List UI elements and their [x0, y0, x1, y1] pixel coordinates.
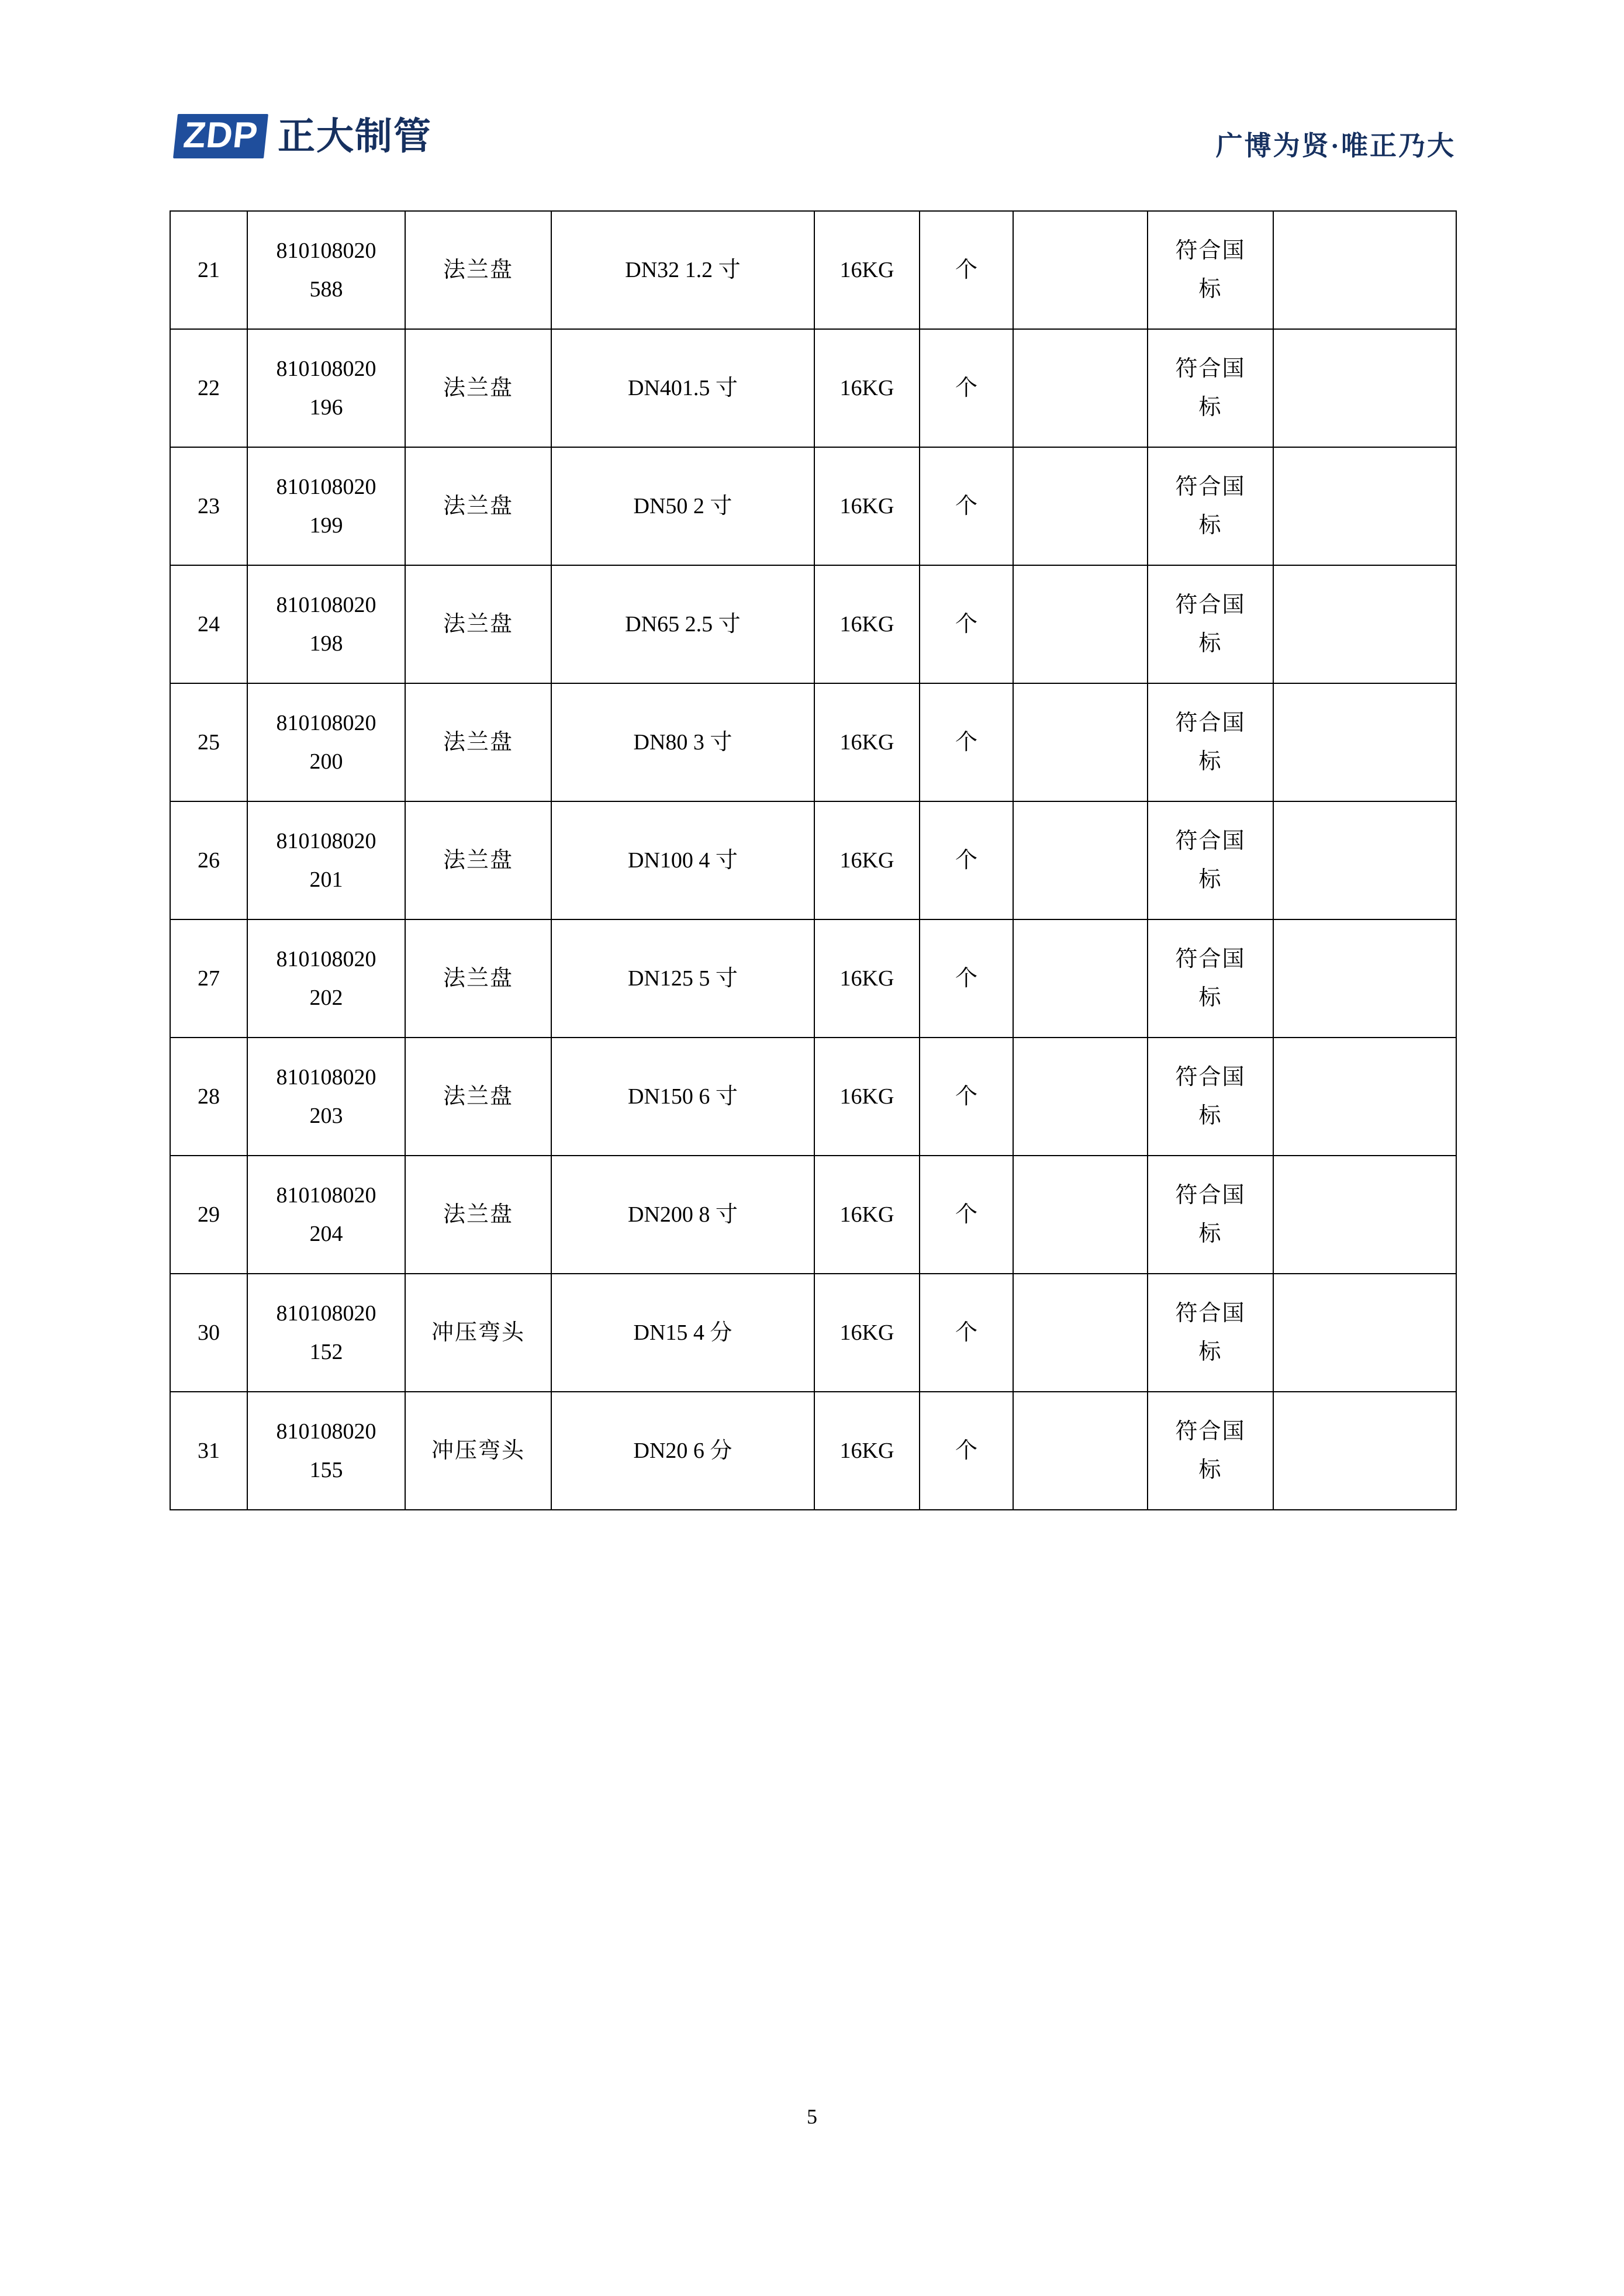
- standard-line-1: 符合国: [1175, 1301, 1246, 1326]
- cell-part-name: 法兰盘: [405, 801, 551, 919]
- cell-specification: DN15 4 分: [551, 1274, 814, 1392]
- cell-part-name: 法兰盘: [405, 565, 551, 683]
- table-row: [170, 565, 1456, 683]
- cell-unit: 个: [920, 683, 1013, 801]
- page-number: 5: [807, 2105, 817, 2128]
- company-logo: [175, 114, 432, 158]
- cell-quantity: [1013, 1156, 1148, 1274]
- company-slogan: 广博为贤·唯正乃大: [1215, 131, 1456, 161]
- part-code-line-1: 810108020: [276, 592, 376, 617]
- cell-standard: [1148, 1274, 1273, 1392]
- cell-index: 23: [170, 447, 247, 565]
- cell-part-name: 法兰盘: [405, 211, 551, 329]
- cell-pressure: 16KG: [814, 211, 920, 329]
- cell-pressure: 16KG: [814, 1274, 920, 1392]
- cell-pressure: 16KG: [814, 683, 920, 801]
- standard-line-2: 标: [1198, 749, 1222, 774]
- table-row: [170, 801, 1456, 919]
- cell-part-code: [247, 329, 405, 447]
- cell-note: [1273, 683, 1456, 801]
- part-code-line-2: 204: [309, 1222, 343, 1246]
- cell-unit: 个: [920, 447, 1013, 565]
- table-row: [170, 1038, 1456, 1156]
- cell-note: [1273, 919, 1456, 1038]
- part-code-line-1: 810108020: [276, 1182, 376, 1208]
- cell-pressure: 16KG: [814, 1038, 920, 1156]
- cell-part-name: 法兰盘: [405, 1038, 551, 1156]
- cell-unit: 个: [920, 919, 1013, 1038]
- part-code-line-1: 810108020: [276, 828, 376, 853]
- cell-standard: [1148, 919, 1273, 1038]
- cell-quantity: [1013, 683, 1148, 801]
- cell-specification: DN50 2 寸: [551, 447, 814, 565]
- part-code-line-2: 588: [309, 277, 343, 302]
- standard-line-1: 符合国: [1175, 1182, 1246, 1208]
- cell-pressure: 16KG: [814, 447, 920, 565]
- standard-line-2: 标: [1198, 1222, 1222, 1246]
- cell-part-code: [247, 683, 405, 801]
- cell-note: [1273, 1156, 1456, 1274]
- cell-part-code: [247, 447, 405, 565]
- part-code-line-2: 200: [309, 749, 343, 774]
- cell-pressure: 16KG: [814, 801, 920, 919]
- part-code-line-1: 810108020: [276, 238, 376, 263]
- part-code-line-2: 152: [309, 1340, 343, 1364]
- cell-specification: DN401.5 寸: [551, 329, 814, 447]
- table-row: [170, 211, 1456, 329]
- part-code-line-2: 155: [309, 1458, 343, 1482]
- cell-quantity: [1013, 1274, 1148, 1392]
- parts-table-body: [170, 211, 1456, 1510]
- part-code-line-2: 196: [309, 395, 343, 420]
- cell-index: 25: [170, 683, 247, 801]
- cell-note: [1273, 211, 1456, 329]
- cell-quantity: [1013, 329, 1148, 447]
- part-code-line-1: 810108020: [276, 1301, 376, 1326]
- part-code-line-1: 810108020: [276, 356, 376, 381]
- cell-standard: [1148, 447, 1273, 565]
- cell-standard: [1148, 1392, 1273, 1510]
- standard-line-2: 标: [1198, 1458, 1222, 1482]
- table-row: [170, 683, 1456, 801]
- standard-line-2: 标: [1198, 1104, 1222, 1128]
- standard-line-1: 符合国: [1175, 592, 1246, 617]
- cell-note: [1273, 329, 1456, 447]
- cell-part-name: 法兰盘: [405, 1156, 551, 1274]
- cell-part-code: [247, 1274, 405, 1392]
- standard-line-2: 标: [1198, 867, 1222, 892]
- standard-line-1: 符合国: [1175, 474, 1246, 499]
- cell-part-name: 法兰盘: [405, 683, 551, 801]
- cell-quantity: [1013, 919, 1148, 1038]
- standard-line-2: 标: [1198, 513, 1222, 538]
- part-code-line-1: 810108020: [276, 1419, 376, 1444]
- standard-line-1: 符合国: [1175, 1419, 1246, 1444]
- cell-specification: DN125 5 寸: [551, 919, 814, 1038]
- cell-standard: [1148, 329, 1273, 447]
- standard-line-1: 符合国: [1175, 356, 1246, 381]
- standard-line-2: 标: [1198, 631, 1222, 656]
- cell-specification: DN200 8 寸: [551, 1156, 814, 1274]
- cell-unit: 个: [920, 329, 1013, 447]
- standard-line-2: 标: [1198, 395, 1222, 420]
- cell-part-name: 法兰盘: [405, 329, 551, 447]
- part-code-line-1: 810108020: [276, 946, 376, 971]
- cell-quantity: [1013, 1038, 1148, 1156]
- cell-index: 27: [170, 919, 247, 1038]
- table-row: [170, 447, 1456, 565]
- table-row: [170, 919, 1456, 1038]
- cell-specification: DN80 3 寸: [551, 683, 814, 801]
- cell-unit: 个: [920, 1392, 1013, 1510]
- part-code-line-2: 202: [309, 986, 343, 1010]
- cell-part-name: 冲压弯头: [405, 1392, 551, 1510]
- cell-pressure: 16KG: [814, 329, 920, 447]
- cell-standard: [1148, 1156, 1273, 1274]
- part-code-line-2: 201: [309, 867, 343, 892]
- standard-line-1: 符合国: [1175, 238, 1246, 263]
- cell-index: 21: [170, 211, 247, 329]
- cell-unit: 个: [920, 1038, 1013, 1156]
- cell-note: [1273, 447, 1456, 565]
- table-row: [170, 1156, 1456, 1274]
- cell-unit: 个: [920, 801, 1013, 919]
- cell-index: 29: [170, 1156, 247, 1274]
- cell-index: 26: [170, 801, 247, 919]
- cell-unit: 个: [920, 1156, 1013, 1274]
- cell-part-code: [247, 211, 405, 329]
- document-header: [175, 114, 1456, 178]
- cell-standard: [1148, 801, 1273, 919]
- cell-specification: DN150 6 寸: [551, 1038, 814, 1156]
- cell-quantity: [1013, 211, 1148, 329]
- cell-pressure: 16KG: [814, 565, 920, 683]
- cell-index: 30: [170, 1274, 247, 1392]
- part-code-line-2: 203: [309, 1104, 343, 1128]
- part-code-line-1: 810108020: [276, 474, 376, 499]
- part-code-line-1: 810108020: [276, 710, 376, 735]
- cell-quantity: [1013, 801, 1148, 919]
- cell-specification: DN65 2.5 寸: [551, 565, 814, 683]
- part-code-line-1: 810108020: [276, 1064, 376, 1090]
- logo-company-name: 正大制管: [278, 115, 432, 157]
- standard-line-1: 符合国: [1175, 710, 1246, 735]
- cell-note: [1273, 801, 1456, 919]
- table-row: [170, 329, 1456, 447]
- cell-specification: DN20 6 分: [551, 1392, 814, 1510]
- cell-index: 31: [170, 1392, 247, 1510]
- cell-part-code: [247, 919, 405, 1038]
- parts-table: [170, 210, 1457, 1510]
- standard-line-1: 符合国: [1175, 946, 1246, 971]
- standard-line-2: 标: [1198, 986, 1222, 1010]
- cell-part-code: [247, 1156, 405, 1274]
- logo-mark-zdp: ZDP: [173, 114, 268, 158]
- cell-pressure: 16KG: [814, 919, 920, 1038]
- cell-standard: [1148, 565, 1273, 683]
- cell-note: [1273, 1038, 1456, 1156]
- cell-unit: 个: [920, 1274, 1013, 1392]
- part-code-line-2: 199: [309, 513, 343, 538]
- cell-pressure: 16KG: [814, 1392, 920, 1510]
- cell-unit: 个: [920, 565, 1013, 683]
- cell-note: [1273, 1392, 1456, 1510]
- cell-standard: [1148, 683, 1273, 801]
- cell-part-name: 法兰盘: [405, 447, 551, 565]
- cell-unit: 个: [920, 211, 1013, 329]
- standard-line-2: 标: [1198, 277, 1222, 302]
- table-row: [170, 1274, 1456, 1392]
- cell-quantity: [1013, 565, 1148, 683]
- cell-specification: DN32 1.2 寸: [551, 211, 814, 329]
- cell-index: 22: [170, 329, 247, 447]
- part-code-line-2: 198: [309, 631, 343, 656]
- cell-part-code: [247, 1392, 405, 1510]
- cell-part-code: [247, 565, 405, 683]
- cell-part-name: 冲压弯头: [405, 1274, 551, 1392]
- cell-part-code: [247, 801, 405, 919]
- cell-quantity: [1013, 1392, 1148, 1510]
- cell-quantity: [1013, 447, 1148, 565]
- cell-standard: [1148, 1038, 1273, 1156]
- cell-specification: DN100 4 寸: [551, 801, 814, 919]
- parts-table-container: [170, 210, 1456, 1510]
- standard-line-1: 符合国: [1175, 1064, 1246, 1090]
- cell-index: 24: [170, 565, 247, 683]
- cell-pressure: 16KG: [814, 1156, 920, 1274]
- cell-standard: [1148, 211, 1273, 329]
- standard-line-1: 符合国: [1175, 828, 1246, 853]
- cell-part-name: 法兰盘: [405, 919, 551, 1038]
- table-row: [170, 1392, 1456, 1510]
- standard-line-2: 标: [1198, 1340, 1222, 1364]
- cell-index: 28: [170, 1038, 247, 1156]
- cell-note: [1273, 1274, 1456, 1392]
- cell-part-code: [247, 1038, 405, 1156]
- cell-note: [1273, 565, 1456, 683]
